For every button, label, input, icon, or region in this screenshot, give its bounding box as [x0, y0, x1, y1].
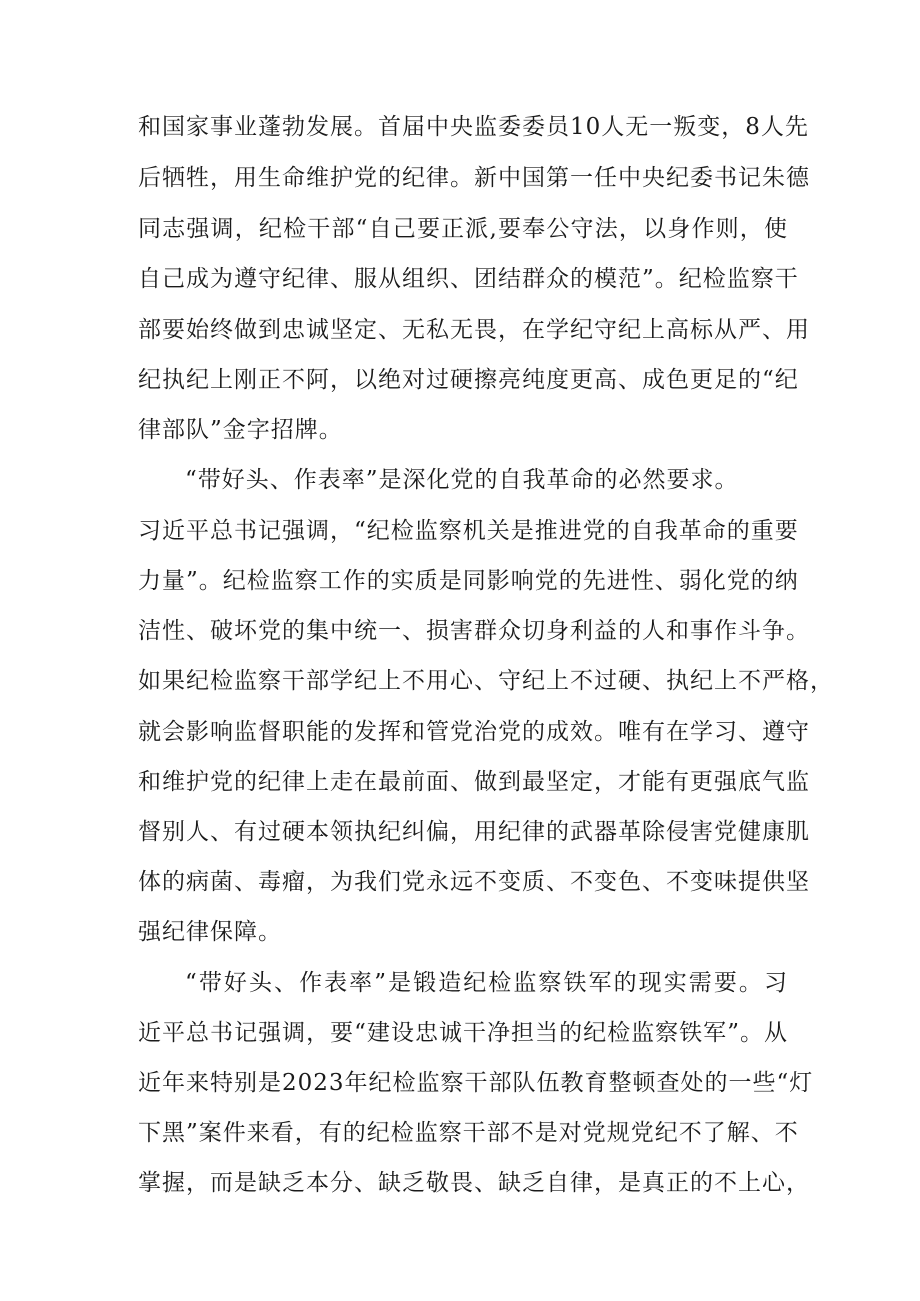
- text-line: 力量”。纪检监察工作的实质是同影响党的先进性、弱化党的纳: [138, 568, 799, 594]
- text-line: 掌握，而是缺乏本分、缺乏敬畏、缺乏自律，是真正的不上心，: [138, 1170, 810, 1196]
- text-line: 强纪律保障。: [138, 919, 282, 945]
- text-line: 自己成为遵守纪律、服从组织、团结群众的模范”。纪检监察干: [138, 266, 799, 292]
- text-line: 律部队”金字招牌。: [138, 417, 343, 443]
- text-line: 就会影响监督职能的发挥和管党治党的成效。唯有在学习、遵守: [138, 719, 810, 745]
- text-line: 和国家事业蓬勃发展。首届中央监委委员10人无一叛变，8人先: [138, 114, 809, 140]
- text-line: 同志强调，纪检干部“自己要正派,要奉公守法，以身作则，使: [138, 216, 788, 242]
- text-line: 洁性、破坏党的集中统一、损害群众切身利益的人和事作斗争。: [138, 618, 810, 644]
- text-line: 后牺牲，用生命维护党的纪律。新中国第一任中央纪委书记朱德: [138, 165, 810, 191]
- text-line: 纪执纪上刚正不阿，以绝对过硬擦亮纯度更高、成色更足的“纪: [138, 367, 799, 393]
- text-line: 体的病菌、毒瘤，为我们党永远不变质、不变色、不变味提供坚: [138, 869, 810, 895]
- text-line: 习近平总书记强调，“纪检监察机关是推进党的自我革命的重要: [138, 518, 799, 544]
- paragraph-heading: “带好头、作表率”是锻造纪检监察铁军的现实需要。习: [185, 970, 788, 996]
- text-line: 部要始终做到忠诚坚定、无私无畏，在学纪守纪上高标从严、用: [138, 317, 810, 343]
- paragraph-heading: “带好头、作表率”是深化党的自我革命的必然要求。: [185, 467, 739, 493]
- text-line: 近年来特别是2023年纪检监察干部队伍教育整顿查处的一些“灯: [138, 1070, 814, 1096]
- text-line: 督别人、有过硬本领执纪纠偏，用纪律的武器革除侵害党健康肌: [138, 819, 810, 845]
- text-line: 近平总书记强调，要“建设忠诚干净担当的纪检监察铁军”。从: [138, 1020, 788, 1046]
- text-line: 和维护党的纪律上走在最前面、做到最坚定，才能有更强底气监: [138, 769, 810, 795]
- text-line: 下黑”案件来看，有的纪检监察干部不是对党规党纪不了解、不: [138, 1120, 799, 1146]
- text-line: 如果纪检监察干部学纪上不用心、守纪上不过硬、执纪上不严格，: [138, 668, 834, 694]
